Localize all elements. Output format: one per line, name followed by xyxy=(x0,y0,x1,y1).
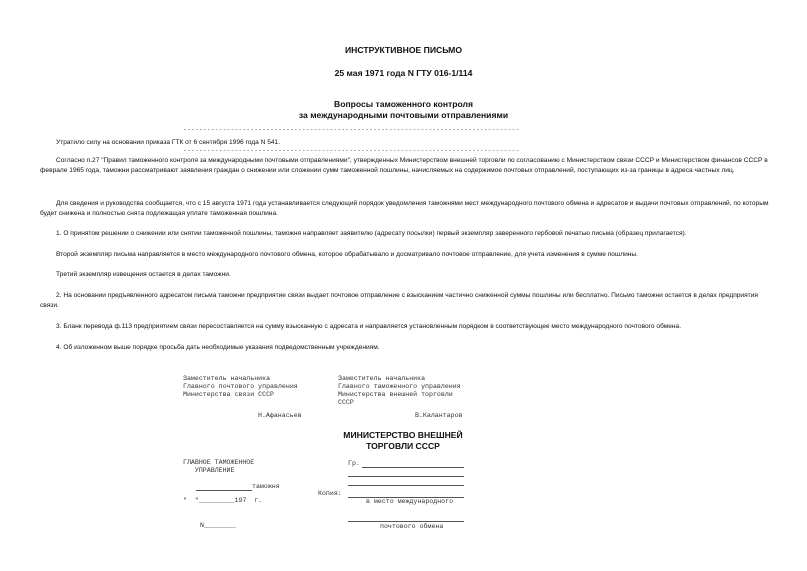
paragraph-5: Третий экземпляр извещения остается в делах таможни. xyxy=(56,271,231,278)
separator-line-top: ------------------------------------------------------------------------------------- xyxy=(183,126,520,133)
place-label: в место международного xyxy=(366,498,454,505)
paragraph-1: Согласно п.27 "Правил таможенного контроля за международными почтовыми отправлениями", утвержденных Министерством внешней торговли по согласованию с Министерством связи СССР и Министерством финансов СССР в феврале 1965 года, таможни рассматривают заявления граждан о снижении или сложении сумм таможенной пошлины, начисляемых на содержимое почтовых отправлений, поступающих из-за границы в адреса частных лиц. xyxy=(40,157,768,175)
separator-line-bottom: ------------------------------------------------------------------------------------- xyxy=(183,147,520,154)
signature-left-name: Н.Афанасьев xyxy=(258,412,302,419)
copy-label: Копия: xyxy=(318,490,342,497)
postal-exchange-blank xyxy=(348,521,464,522)
recipient-label: Гр. xyxy=(348,460,360,467)
paragraph-7: 3. Бланк перевода ф.113 предприятием связи пересоставляется на сумму взысканную с адресата и направляется установленным порядком в соответствующее место международного почтового обмена. xyxy=(56,323,682,330)
signature-right-block: Заместитель начальника Главного таможенного управления Министерства внешней торговли СССР xyxy=(338,375,461,406)
signature-left-block: Заместитель начальника Главного почтового управления Министерства связи СССР xyxy=(183,375,298,398)
recipient-blank-3 xyxy=(348,485,464,486)
postal-exchange-label: почтового обмена xyxy=(380,523,444,530)
recipient-blank-1 xyxy=(362,467,464,468)
paragraph-4: Второй экземпляр письма направляется в место международного почтового обмена, которое обрабатывало и досматривало почтовое отправление, для учета изменения в сумме пошлины. xyxy=(56,251,638,258)
customs-label: таможня xyxy=(252,483,280,490)
subject-title-line1: Вопросы таможенного контроля xyxy=(334,99,473,109)
ministry-heading-line1: МИНИСТЕРСТВО ВНЕШНЕЙ xyxy=(343,430,463,440)
recipient-blank-2 xyxy=(348,476,464,477)
document-date-number: 25 мая 1971 года N ГТУ 016-1/114 xyxy=(334,68,473,78)
signature-right-name: В.Калантаров xyxy=(415,412,463,419)
form-number-line: N________ xyxy=(200,522,236,529)
form-date-line: " "_________197 г. xyxy=(183,497,263,504)
paragraph-6: 2. На основании предъявленного адресатом письма таможни предприятие связи выдает почтовое отправление с взысканием частично сниженной суммы пошлины или бесплатно. Письмо таможни остается в делах предприятия связи. xyxy=(40,292,758,310)
form-organization: ГЛАВНОЕ ТАМОЖЕННОЕ УПРАВЛЕНИЕ xyxy=(183,459,255,474)
customs-name-blank xyxy=(196,490,252,491)
subject-title-line2: за международными почтовыми отправлениями xyxy=(298,110,509,120)
paragraph-8: 4. Об изложенном выше порядке просьба дать необходимые указания подведомственным учреждениям. xyxy=(56,344,380,351)
document-type-heading: ИНСТРУКТИВНОЕ ПИСЬМО xyxy=(344,45,463,55)
paragraph-2: Для сведения и руководства сообщается, что с 15 августа 1971 года устанавливается следующий порядок уведомления таможнями мест международного почтового обмена и адресатов и выдачи почтовых отправлений, по которым будет снижена и полностью снята подлежащая уплате таможенная пошлина. xyxy=(40,200,769,218)
paragraph-3: 1. О принятом решении о снижении или снятии таможенной пошлины, таможня направляет заявителю (адресату посылки) первый экземпляр заверенного гербовой печатью письма (образец прилагается). xyxy=(56,230,687,237)
ministry-heading-line2: ТОРГОВЛИ СССР xyxy=(366,441,440,451)
status-note: Утратило силу на основании приказа ГТК от 6 сентября 1996 года N 541. xyxy=(56,139,281,146)
